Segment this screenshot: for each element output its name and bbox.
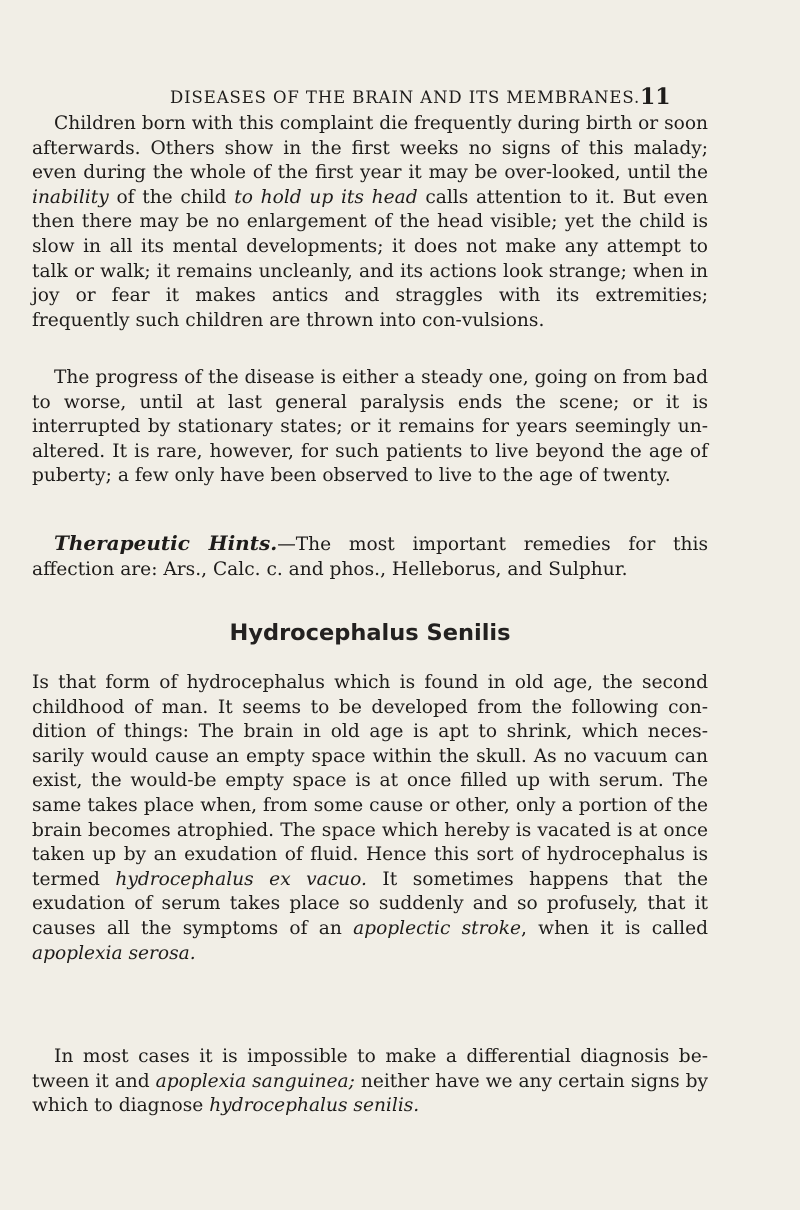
text-run: , when it is called: [520, 917, 708, 939]
text-run: —The most important remedies for this affection are: Ars., Calc. c. and phos., Helleborus, and Sulphur.: [32, 534, 708, 580]
page-number: 11: [640, 84, 671, 110]
emphasis: apoplectic stroke: [353, 917, 521, 939]
text-run: Is that form of hydrocephalus which is found in old age, the second childhood of man. It seems to be developed from the following con-dition of things: The brain in old age is apt to shrink, which neces-sarily would cause an empty space within the skull. As no vacuum can exist, the would-be empty space is at once filled up with serum. The same takes place when, from some cause or other, only a portion of the brain becomes atrophied. The space which hereby is vacated is at once taken up by an exudation of fluid. Hence this sort of hydrocephalus is termed: [32, 672, 708, 890]
emphasis: to hold up its head: [234, 186, 418, 208]
section-heading: Hydrocephalus Senilis: [229, 620, 511, 646]
paragraph-birth-signs: [32, 112, 708, 333]
therapeutic-hints-heading: Therapeutic Hints.: [54, 531, 278, 555]
paragraph-senilis-definition: [32, 671, 708, 966]
text-run: In most cases it is impossible to make a differential diagnosis be-tween it and: [32, 1046, 708, 1092]
emphasis: inability: [32, 186, 109, 208]
paragraph-therapeutic-hints: [32, 531, 708, 582]
paragraph-progress: The progress of the disease is either a steady one, going on from bad to worse, until at last general paralysis ends the scene; or it is interrupted by stationary states; or it remains for years seemingly un-altered. It is rare, however, for such patients to live beyond the age of puberty; a few only have been observed to live to the age of twenty.: [32, 367, 708, 487]
text-run: calls attention to it. But even then there may be no enlargement of the head visible; yet the child is slow in all its mental developments; it does not make any attempt to talk or walk; it remains uncleanly, and its actions look strange; when in joy or fear it makes antics and straggles with its extremities; frequently such children are thrown into con-vulsions.: [32, 186, 708, 331]
running-header: DISEASES OF THE BRAIN AND ITS MEMBRANES.: [170, 88, 641, 107]
emphasis: hydrocephalus ex vacuo.: [115, 868, 367, 890]
emphasis: apoplexia sanguinea;: [155, 1070, 355, 1092]
text-run: Children born with this complaint die frequently during birth or soon afterwards. Others show in the first weeks no signs of this malady; even during the whole of the first year it may be over-looked, until the: [32, 113, 708, 184]
emphasis: hydrocephalus senilis.: [209, 1095, 420, 1117]
text-run: neither have we any certain signs by which to diagnose: [32, 1070, 708, 1117]
text-run: It sometimes happens that the exudation of serum takes place so suddenly and so profusely, that it causes all the symptoms of an: [32, 868, 708, 939]
emphasis: apoplexia serosa.: [32, 942, 196, 964]
text-run: of the child: [108, 186, 235, 208]
paragraph-differential-diagnosis: [32, 1045, 708, 1119]
